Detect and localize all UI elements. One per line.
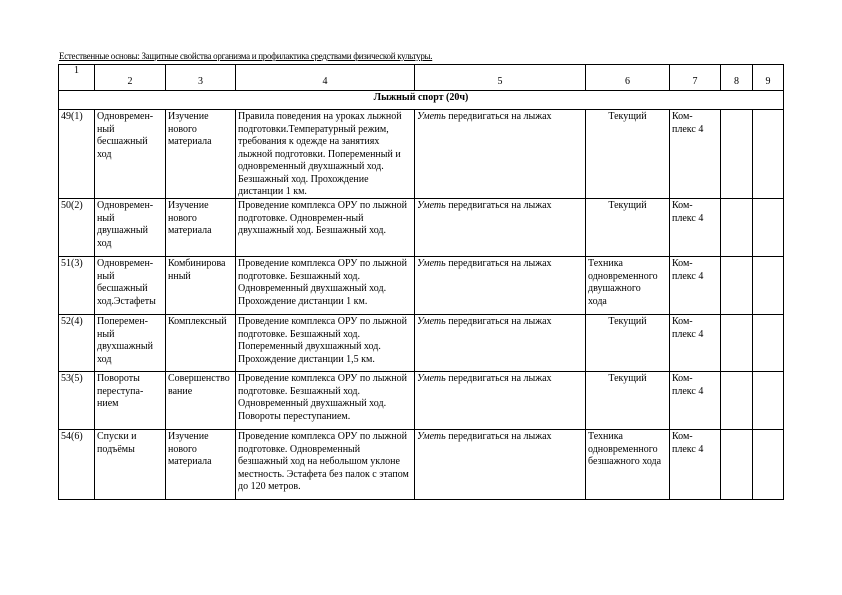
lesson-control: Текущий xyxy=(586,199,670,257)
lesson-topic: Одновремен- ный двушажный ход xyxy=(95,199,166,257)
lesson-homework: Ком- плекс 4 xyxy=(670,110,721,199)
lesson-plan-table xyxy=(58,64,784,500)
column-number: 8 xyxy=(721,65,753,91)
lesson-requirements: Уметь передвигаться на лыжах xyxy=(415,110,586,199)
lesson-date-fact xyxy=(753,257,784,315)
lesson-requirements: Уметь передвигаться на лыжах xyxy=(415,315,586,372)
column-number: 4 xyxy=(236,65,415,91)
lesson-content: Проведение комплекса ОРУ по лыжной подготовке. Одновремен-ный двухшажный ход. Безшажный ход. xyxy=(236,199,415,257)
section-title: Лыжный спорт (20ч) xyxy=(59,91,784,110)
column-number: 6 xyxy=(586,65,670,91)
column-number: 3 xyxy=(166,65,236,91)
lesson-date-fact xyxy=(753,315,784,372)
lesson-date-plan xyxy=(721,257,753,315)
lesson-date-fact xyxy=(753,110,784,199)
lesson-type: Изучение нового материала xyxy=(166,199,236,257)
lesson-content: Проведение комплекса ОРУ по лыжной подготовке. Безшажный ход. Одновременный двухшажный ход. Прохождение дистанции 1 км. xyxy=(236,257,415,315)
lesson-type: Комплексный xyxy=(166,315,236,372)
lesson-row xyxy=(59,372,784,430)
document-header: Естественные основы: Защитные свойства организма и профилактика средствами физической культуры. xyxy=(59,51,433,61)
column-number: 5 xyxy=(415,65,586,91)
column-number: 9 xyxy=(753,65,784,91)
lesson-date-plan xyxy=(721,199,753,257)
lesson-date-fact xyxy=(753,372,784,430)
lesson-homework: Ком- плекс 4 xyxy=(670,315,721,372)
lesson-type: Совершенство вание xyxy=(166,372,236,430)
lesson-requirements: Уметь передвигаться на лыжах xyxy=(415,372,586,430)
lesson-number: 49(1) xyxy=(59,110,95,199)
column-number-row xyxy=(59,65,784,91)
column-number: 2 xyxy=(95,65,166,91)
lesson-topic: Одновремен- ный бесшажный ход xyxy=(95,110,166,199)
lesson-type: Изучение нового материала xyxy=(166,110,236,199)
lesson-row xyxy=(59,315,784,372)
section-row xyxy=(59,91,784,110)
lesson-row xyxy=(59,430,784,500)
lesson-date-plan xyxy=(721,430,753,500)
lesson-date-fact xyxy=(753,199,784,257)
lesson-control: Текущий xyxy=(586,110,670,199)
column-number: 7 xyxy=(670,65,721,91)
lesson-topic: Повороты переступа- нием xyxy=(95,372,166,430)
lesson-control: Текущий xyxy=(586,315,670,372)
lesson-topic: Поперемен- ный двухшажный ход xyxy=(95,315,166,372)
lesson-homework: Ком- плекс 4 xyxy=(670,372,721,430)
lesson-date-plan xyxy=(721,110,753,199)
lesson-homework: Ком- плекс 4 xyxy=(670,430,721,500)
lesson-type: Изучение нового материала xyxy=(166,430,236,500)
lesson-type: Комбинирова нный xyxy=(166,257,236,315)
lesson-number: 52(4) xyxy=(59,315,95,372)
lesson-row xyxy=(59,257,784,315)
lesson-content: Проведение комплекса ОРУ по лыжной подготовке. Одновременный безшажный ход на небольшом уклоне местность. Эстафета без палок с этапом до 120 метров. xyxy=(236,430,415,500)
lesson-number: 51(3) xyxy=(59,257,95,315)
lesson-number: 53(5) xyxy=(59,372,95,430)
lesson-content: Правила поведения на уроках лыжной подготовки.Температурный режим, требования к одежде на занятиях лыжной подготовки. Попеременный и одновременный двухшажный ход. Безшажный ход. Прохождение дистанции 1 км. xyxy=(236,110,415,199)
lesson-number: 54(6) xyxy=(59,430,95,500)
column-number: 1 xyxy=(59,65,95,91)
lesson-homework: Ком- плекс 4 xyxy=(670,257,721,315)
lesson-requirements: Уметь передвигаться на лыжах xyxy=(415,199,586,257)
lesson-content: Проведение комплекса ОРУ по лыжной подготовке. Безшажный ход. Попеременный двухшажный ход. Прохождение дистанции 1,5 км. xyxy=(236,315,415,372)
lesson-control: Техника одновременного двушажного хода xyxy=(586,257,670,315)
lesson-homework: Ком- плекс 4 xyxy=(670,199,721,257)
lesson-row xyxy=(59,110,784,199)
lesson-requirements: Уметь передвигаться на лыжах xyxy=(415,257,586,315)
lesson-control: Техника одновременного безшажного хода xyxy=(586,430,670,500)
lesson-topic: Спуски и подъёмы xyxy=(95,430,166,500)
lesson-row xyxy=(59,199,784,257)
lesson-topic: Одновремен- ный бесшажный ход.Эстафеты xyxy=(95,257,166,315)
lesson-number: 50(2) xyxy=(59,199,95,257)
lesson-content: Проведение комплекса ОРУ по лыжной подготовке. Безшажный ход. Одновременный двухшажный ход. Повороты переступанием. xyxy=(236,372,415,430)
lesson-date-plan xyxy=(721,372,753,430)
lesson-date-fact xyxy=(753,430,784,500)
lesson-control: Текущий xyxy=(586,372,670,430)
lesson-date-plan xyxy=(721,315,753,372)
lesson-requirements: Уметь передвигаться на лыжах xyxy=(415,430,586,500)
